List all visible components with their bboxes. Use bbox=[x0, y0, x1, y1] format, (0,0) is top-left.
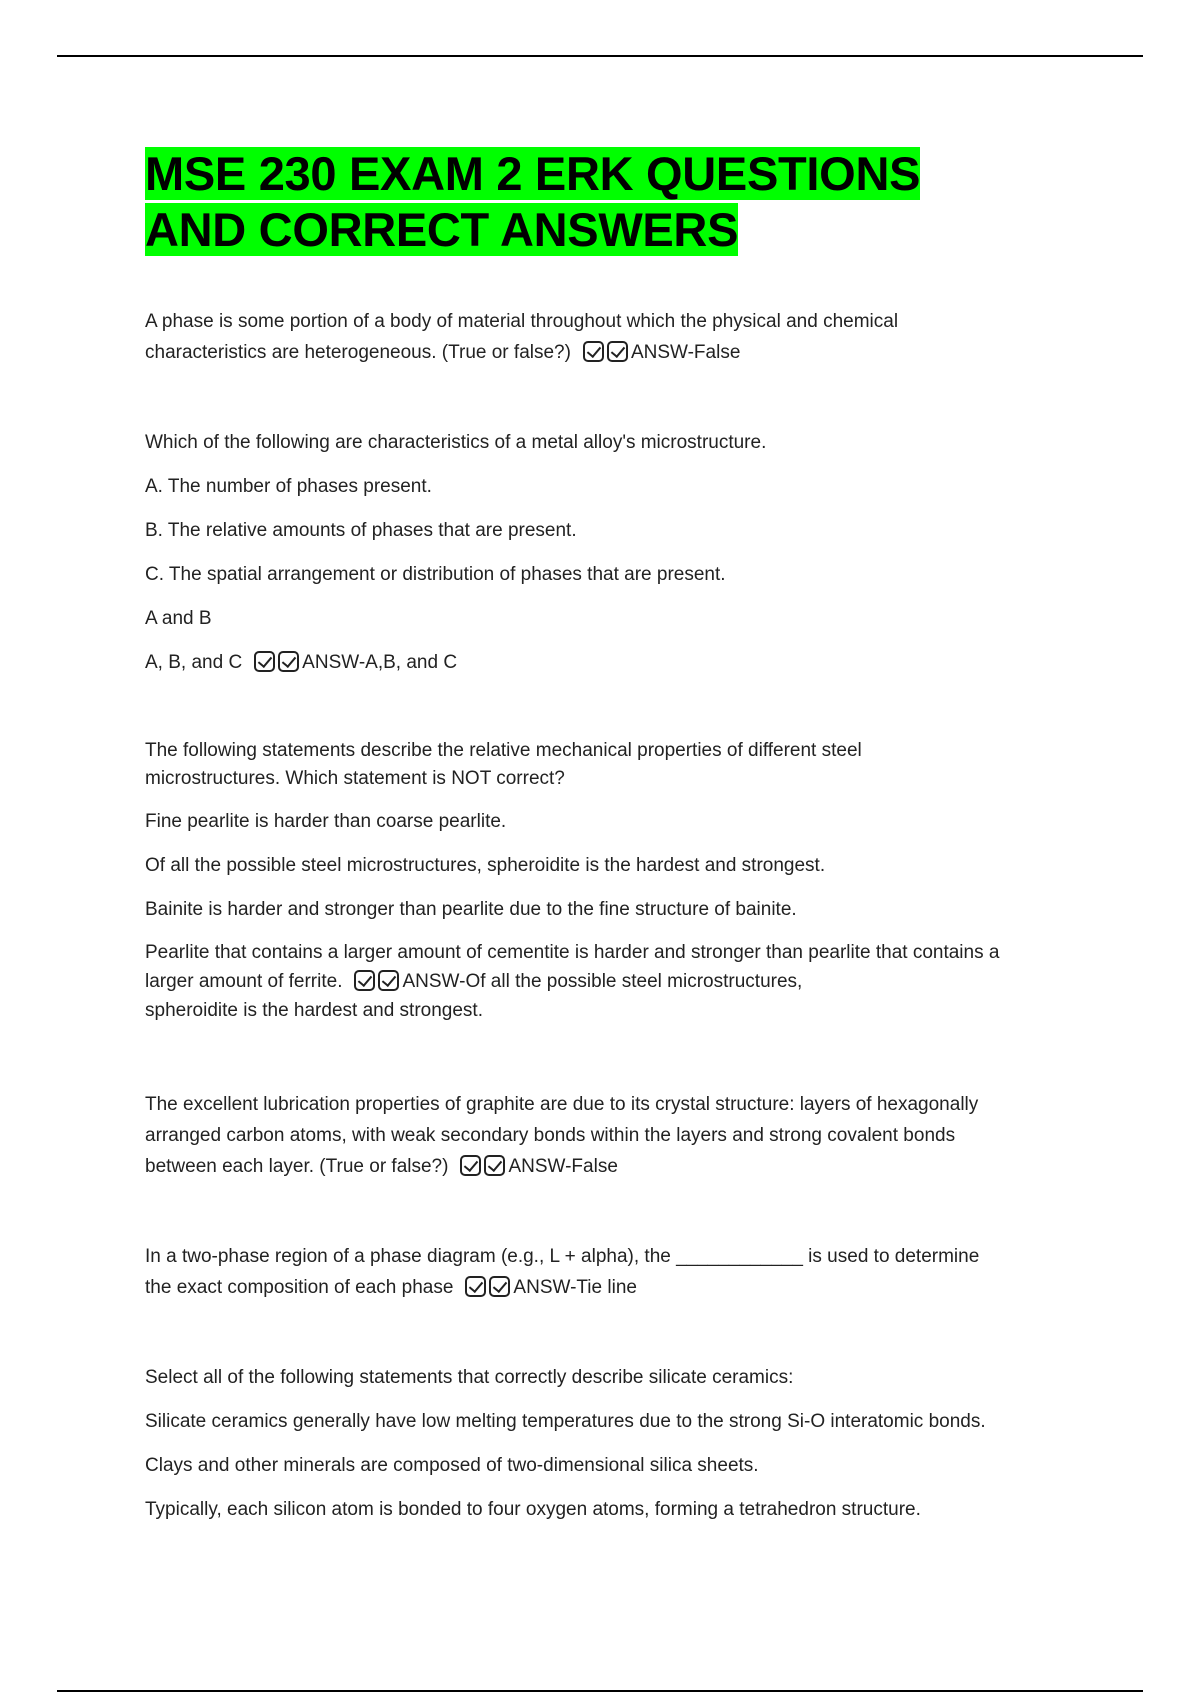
option-text: Pearlite that contains a larger amount of cementite is harder and stronger than pearlite that contains a larger amount of ferrite. bbox=[145, 942, 1000, 992]
question-prompt-line: arranged carbon atoms, with weak secondary bonds within the layers and strong covalent bonds bbox=[145, 1125, 956, 1146]
answer-text-line: ANSW-Of all the possible steel microstructures, bbox=[402, 971, 803, 992]
checkbox-icon bbox=[378, 970, 399, 991]
option-text: A. The number of phases present. bbox=[145, 476, 432, 497]
question-prompt-line: characteristics are heterogeneous. (True or false?) bbox=[145, 342, 571, 363]
question-prompt-line: A phase is some portion of a body of material throughout which the physical and chemical bbox=[145, 311, 899, 332]
question-6 bbox=[145, 1362, 1075, 1525]
checkbox-icon bbox=[254, 651, 275, 672]
checkbox-icon bbox=[489, 1276, 510, 1297]
question-prompt-line: Which of the following are characteristics of a metal alloy's microstructure. bbox=[145, 432, 767, 453]
question-prompt-line: The excellent lubrication properties of graphite are due to its crystal structure: layers of hexagonally bbox=[145, 1094, 979, 1115]
option-text: A, B, and C bbox=[145, 652, 243, 673]
option-text: Silicate ceramics generally have low melting temperatures due to the strong Si-O interatomic bonds. bbox=[145, 1411, 986, 1432]
option-text: B. The relative amounts of phases that are present. bbox=[145, 520, 577, 541]
checkbox-icon bbox=[607, 341, 628, 362]
title-line-1: MSE 230 EXAM 2 ERK QUESTIONS bbox=[145, 147, 921, 200]
question-2 bbox=[145, 427, 1075, 678]
option-text: Of all the possible steel microstructures, spheroidite is the hardest and strongest. bbox=[145, 855, 826, 876]
answer-text: ANSW-Tie line bbox=[513, 1277, 637, 1298]
document-body bbox=[145, 146, 1075, 1525]
question-4 bbox=[145, 1089, 1075, 1182]
bottom-rule bbox=[57, 1690, 1143, 1692]
option-text: C. The spatial arrangement or distribution of phases that are present. bbox=[145, 564, 726, 585]
title-line-2: AND CORRECT ANSWERS bbox=[145, 203, 739, 256]
question-prompt-line: In a two-phase region of a phase diagram (e.g., L + alpha), the ____________ is used to determine bbox=[145, 1246, 980, 1267]
answer-text: ANSW-False bbox=[508, 1156, 618, 1177]
option-text: Typically, each silicon atom is bonded to four oxygen atoms, forming a tetrahedron structure. bbox=[145, 1499, 921, 1520]
option-text: Bainite is harder and stronger than pearlite due to the fine structure of bainite. bbox=[145, 899, 797, 920]
checkbox-icon bbox=[484, 1155, 505, 1176]
answer-text: ANSW-A,B, and C bbox=[302, 652, 458, 673]
top-rule bbox=[57, 55, 1143, 57]
question-prompt-line: The following statements describe the relative mechanical properties of different steel bbox=[145, 740, 862, 761]
option-text: Clays and other minerals are composed of two-dimensional silica sheets. bbox=[145, 1455, 759, 1476]
question-5 bbox=[145, 1241, 1075, 1303]
checkbox-icon bbox=[583, 341, 604, 362]
checkbox-icon bbox=[465, 1276, 486, 1297]
option-text: A and B bbox=[145, 608, 212, 629]
checkbox-icon bbox=[278, 651, 299, 672]
answer-text-line: spheroidite is the hardest and strongest. bbox=[145, 1000, 483, 1021]
question-prompt-line: between each layer. (True or false?) bbox=[145, 1156, 449, 1177]
page-title bbox=[145, 146, 1075, 258]
checkbox-icon bbox=[460, 1155, 481, 1176]
answer-text: ANSW-False bbox=[630, 342, 741, 363]
option-text: Fine pearlite is harder than coarse pearlite. bbox=[145, 811, 507, 832]
question-prompt-line: Select all of the following statements that correctly describe silicate ceramics: bbox=[145, 1367, 794, 1388]
checkbox-icon bbox=[354, 970, 375, 991]
question-3 bbox=[145, 737, 1075, 1025]
question-prompt-line: microstructures. Which statement is NOT correct? bbox=[145, 768, 565, 789]
question-prompt-line: the exact composition of each phase bbox=[145, 1277, 454, 1298]
question-1 bbox=[145, 306, 1075, 368]
